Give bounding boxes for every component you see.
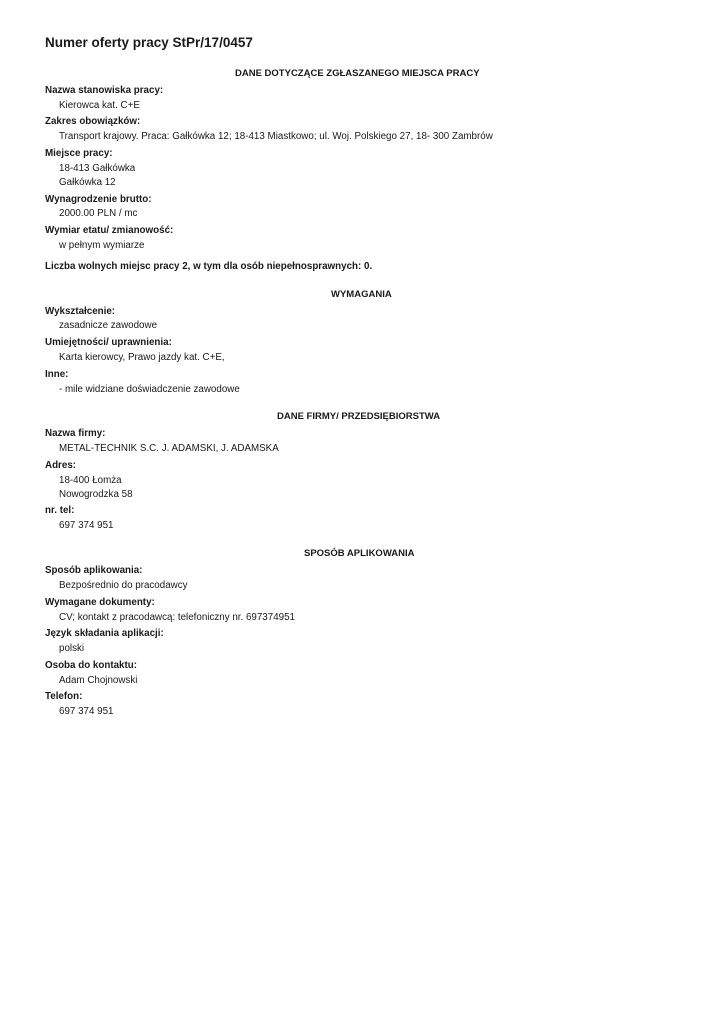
contact-value: Adam Chojnowski bbox=[59, 675, 138, 686]
language-value: polski bbox=[59, 643, 85, 654]
contact-label: Osoba do kontaktu: bbox=[45, 660, 137, 671]
salary-value: 2000.00 PLN / mc bbox=[59, 208, 138, 219]
page-title: Numer oferty pracy StPr/17/0457 bbox=[45, 35, 253, 50]
location-line-2: Gałkówka 12 bbox=[59, 177, 116, 188]
skills-value: Karta kierowcy, Prawo jazdy kat. C+E, bbox=[59, 352, 225, 363]
address-label: Adres: bbox=[45, 460, 77, 471]
documents-label: Wymagane dokumenty: bbox=[45, 597, 155, 608]
position-label: Nazwa stanowiska pracy: bbox=[45, 85, 164, 96]
telephone-value: 697 374 951 bbox=[59, 706, 114, 717]
location-line-1: 18-413 Gałkówka bbox=[59, 163, 136, 174]
other-value: - mile widziane doświadczenie zawodowe bbox=[59, 384, 240, 395]
method-label: Sposób aplikowania: bbox=[45, 565, 143, 576]
telephone-label: Telefon: bbox=[45, 691, 83, 702]
section-heading-company: DANE FIRMY/ PRZEDSIĘBIORSTWA bbox=[277, 411, 441, 422]
vacancies-summary: Liczba wolnych miejsc pracy 2, w tym dla osób niepełnosprawnych: 0. bbox=[45, 261, 373, 272]
education-value: zasadnicze zawodowe bbox=[59, 320, 158, 331]
company-phone-label: nr. tel: bbox=[45, 505, 75, 516]
education-label: Wykształcenie: bbox=[45, 306, 116, 317]
company-phone-value: 697 374 951 bbox=[59, 520, 114, 531]
duties-label: Zakres obowiązków: bbox=[45, 116, 141, 127]
other-label: Inne: bbox=[45, 369, 69, 380]
duties-value: Transport krajowy. Praca: Gałkówka 12; 18-413 Miastkowo; ul. Woj. Polskiego 27, 18- 300 Zambrów bbox=[59, 131, 493, 142]
company-name-label: Nazwa firmy: bbox=[45, 428, 106, 439]
schedule-label: Wymiar etatu/ zmianowość: bbox=[45, 225, 174, 236]
company-name-value: METAL-TECHNIK S.C. J. ADAMSKI, J. ADAMSKA bbox=[59, 443, 279, 454]
address-line-1: 18-400 Łomża bbox=[59, 475, 122, 486]
skills-label: Umiejętności/ uprawnienia: bbox=[45, 337, 172, 348]
schedule-value: w pełnym wymiarze bbox=[59, 240, 145, 251]
position-value: Kierowca kat. C+E bbox=[59, 100, 140, 111]
address-line-2: Nowogrodzka 58 bbox=[59, 489, 133, 500]
language-label: Język składania aplikacji: bbox=[45, 628, 164, 639]
section-heading-workplace: DANE DOTYCZĄCE ZGŁASZANEGO MIEJSCA PRACY bbox=[235, 68, 480, 79]
location-label: Miejsce pracy: bbox=[45, 148, 113, 159]
section-heading-requirements: WYMAGANIA bbox=[331, 289, 392, 300]
section-heading-application: SPOSÓB APLIKOWANIA bbox=[304, 548, 415, 559]
method-value: Bezpośrednio do pracodawcy bbox=[59, 580, 188, 591]
salary-label: Wynagrodzenie brutto: bbox=[45, 194, 152, 205]
documents-value: CV; kontakt z pracodawcą: telefoniczny nr. 697374951 bbox=[59, 612, 295, 623]
